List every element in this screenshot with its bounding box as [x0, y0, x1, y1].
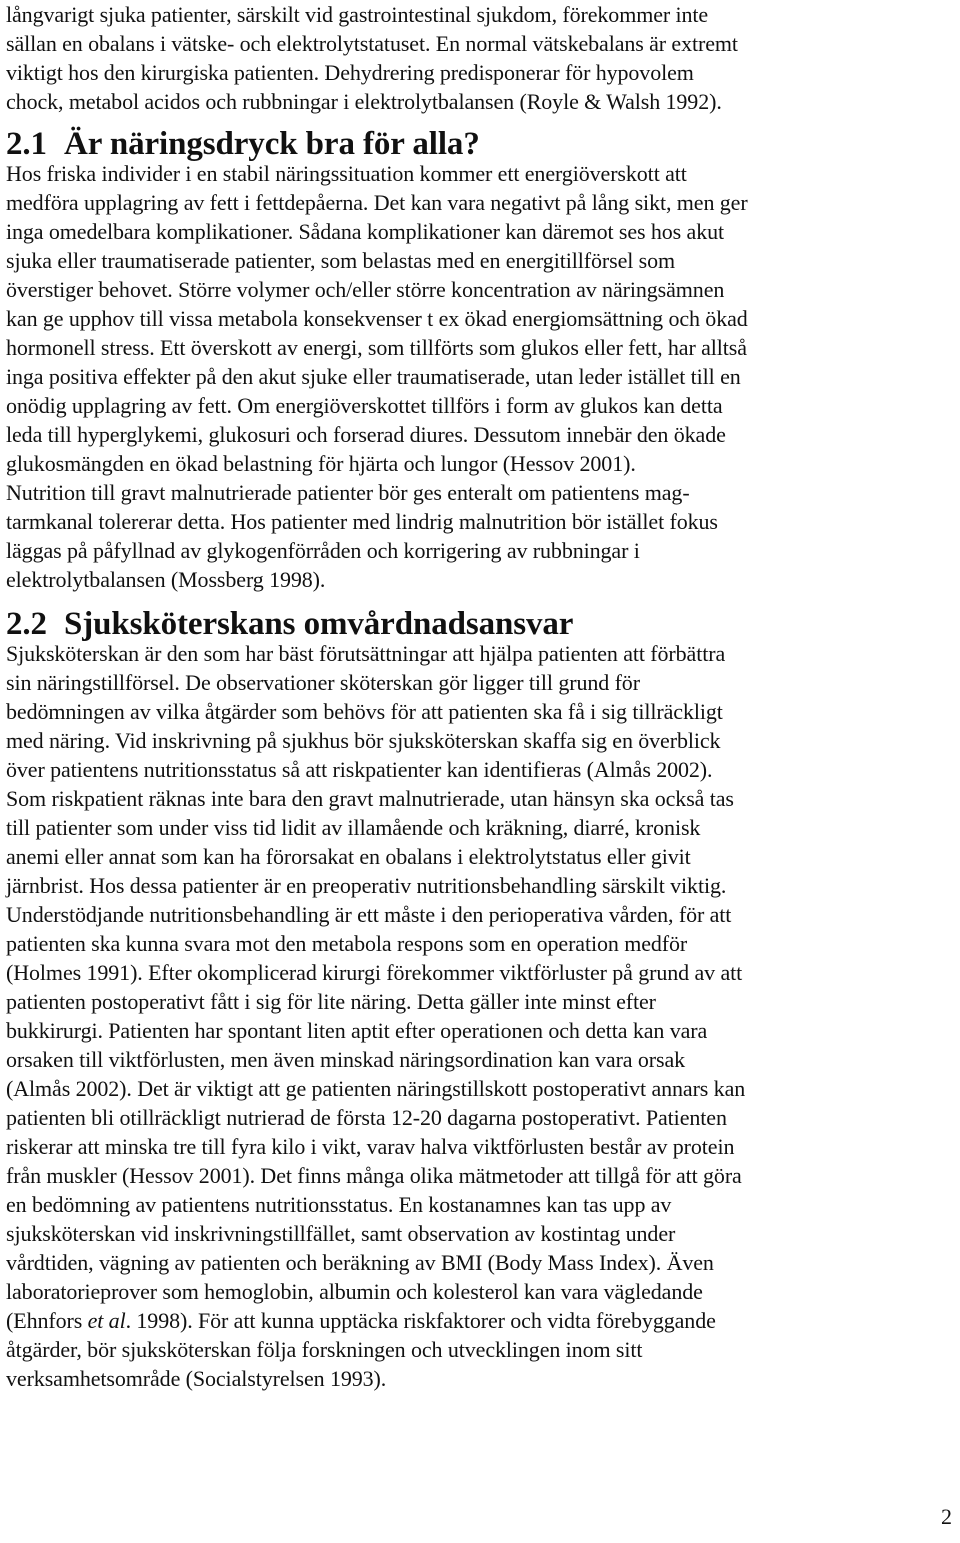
text-line: Understödjande nutritionsbehandling är ett måste i den perioperativa vården, för att — [6, 902, 732, 927]
text-line: inga positiva effekter på den akut sjuke eller traumatiserade, utan leder istället till en — [6, 364, 741, 389]
text-line: orsaken till viktförlusten, men även minskad näringsordination kan vara orsak — [6, 1047, 686, 1072]
text-line: bukkirurgi. Patienten har spontant liten aptit efter operationen och detta kan vara — [6, 1018, 708, 1043]
text-line: chock, metabol acidos och rubbningar i elektrolytbalansen (Royle & Walsh 1992). — [6, 89, 722, 114]
text-line: Som riskpatient räknas inte bara den gravt malnutrierade, utan hänsyn ska också tas — [6, 786, 734, 811]
text-line: verksamhetsområde (Socialstyrelsen 1993). — [6, 1366, 387, 1391]
text-line: patienten bli otillräckligt nutrierad de första 12-20 dagarna postoperativt. Patienten — [6, 1105, 727, 1130]
section-2-2-paragraph — [6, 639, 954, 1393]
text-line: långvarigt sjuka patienter, särskilt vid gastrointestinal sjukdom, förekommer inte — [6, 2, 709, 27]
text-line: leda till hyperglykemi, glukosuri och forserad diures. Dessutom innebär den ökade — [6, 422, 726, 447]
text-line: riskerar att minska tre till fyra kilo i vikt, varav halva viktförlusten består av protein — [6, 1134, 735, 1159]
italic-text-run: et al — [87, 1308, 126, 1333]
section-heading-2-1 — [6, 126, 954, 162]
text-line: sjuka eller traumatiserade patienter, som belastas med en energitillförsel som — [6, 248, 676, 273]
text-run: (Ehnfors — [6, 1308, 88, 1333]
text-line: vårdtiden, vägning av patienten och beräkning av BMI (Body Mass Index). Även — [6, 1250, 714, 1275]
text-line: läggas på påfyllnad av glykogenförråden och korrigering av rubbningar i — [6, 538, 640, 563]
intro-paragraph — [6, 0, 954, 116]
text-line: överstiger behovet. Större volymer och/eller större koncentration av näringsämnen — [6, 277, 725, 302]
text-line: viktigt hos den kirurgiska patienten. Dehydrering predisponerar för hypovolem — [6, 60, 694, 85]
text-line: åtgärder, bör sjuksköterskan följa forskningen och utvecklingen inom sitt — [6, 1337, 643, 1362]
section-title: Sjuksköterskans omvårdnadsansvar — [64, 606, 574, 642]
text-line: patienten postoperativt fått i sig för lite näring. Detta gäller inte minst efter — [6, 989, 656, 1014]
section-title: Är näringsdryck bra för alla? — [64, 126, 480, 162]
text-line: laboratorieprover som hemoglobin, albumin och kolesterol kan vara vägledande — [6, 1279, 703, 1304]
text-line: (Holmes 1991). Efter okomplicerad kirurgi förekommer viktförluster på grund av att — [6, 960, 743, 985]
text-line-citation — [6, 1306, 954, 1335]
text-line: anemi eller annat som kan ha förorsakat en obalans i elektrolytstatus eller givit — [6, 844, 691, 869]
text-line: till patienter som under viss tid lidit av illamående och kräkning, diarré, kronisk — [6, 815, 701, 840]
section-heading-2-2 — [6, 606, 954, 642]
text-line: glukosmängden en ökad belastning för hjärta och lungor (Hessov 2001). — [6, 451, 636, 476]
text-line: över patientens nutritionsstatus så att riskpatienter kan identifieras (Almås 2002). — [6, 757, 713, 782]
text-run: . 1998). För att kunna upptäcka riskfaktorer och vidta förebyggande — [125, 1308, 716, 1333]
text-line: onödig upplagring av fett. Om energiöverskottet tillförs i form av glukos kan detta — [6, 393, 723, 418]
section-number: 2.1 — [6, 126, 47, 162]
text-line: en bedömning av patientens nutritionsstatus. En kostanamnes kan tas upp av — [6, 1192, 672, 1217]
text-line: elektrolytbalansen (Mossberg 1998). — [6, 567, 326, 592]
text-line: (Almås 2002). Det är viktigt att ge patienten näringstillskott postoperativt annars kan — [6, 1076, 746, 1101]
text-line: sin näringstillförsel. De observationer sköterskan gör ligger till grund för — [6, 670, 640, 695]
text-line: bedömningen av vilka åtgärder som behövs för att patienten ska få i sig tillräckligt — [6, 699, 723, 724]
document-page — [6, 0, 954, 1393]
text-line: Sjuksköterskan är den som har bäst förutsättningar att hjälpa patienten att förbättra — [6, 641, 726, 666]
text-line: patienten ska kunna svara mot den metabola respons som en operation medför — [6, 931, 688, 956]
text-line: inga omedelbara komplikationer. Sådana komplikationer kan däremot ses hos akut — [6, 219, 725, 244]
text-line: järnbrist. Hos dessa patienter är en preoperativ nutritionsbehandling särskilt viktig. — [6, 873, 727, 898]
text-line: sjuksköterskan vid inskrivningstillfället, samt observation av kostintag under — [6, 1221, 676, 1246]
text-line: Nutrition till gravt malnutrierade patienter bör ges enteralt om patientens mag- — [6, 480, 690, 505]
page-number: 2 — [941, 1504, 952, 1529]
text-line: med näring. Vid inskrivning på sjukhus bör sjuksköterskan skaffa sig en överblick — [6, 728, 721, 753]
text-line: sällan en obalans i vätske- och elektrolytstatuset. En normal vätskebalans är extremt — [6, 31, 738, 56]
text-line: tarmkanal tolererar detta. Hos patienter med lindrig malnutrition bör istället fokus — [6, 509, 718, 534]
section-number: 2.2 — [6, 606, 47, 642]
text-line: Hos friska individer i en stabil näringssituation kommer ett energiöverskott att — [6, 161, 687, 186]
text-line: från muskler (Hessov 2001). Det finns många olika mätmetoder att tillgå för att göra — [6, 1163, 742, 1188]
text-line: medföra upplagring av fett i fettdepåerna. Det kan vara negativt på lång sikt, men ger — [6, 190, 748, 215]
section-2-1-paragraph — [6, 159, 954, 594]
text-line: kan ge upphov till vissa metabola konsekvenser t ex ökad energiomsättning och ökad — [6, 306, 748, 331]
text-line: hormonell stress. Ett överskott av energi, som tillförts som glukos eller fett, har alltså — [6, 335, 747, 360]
